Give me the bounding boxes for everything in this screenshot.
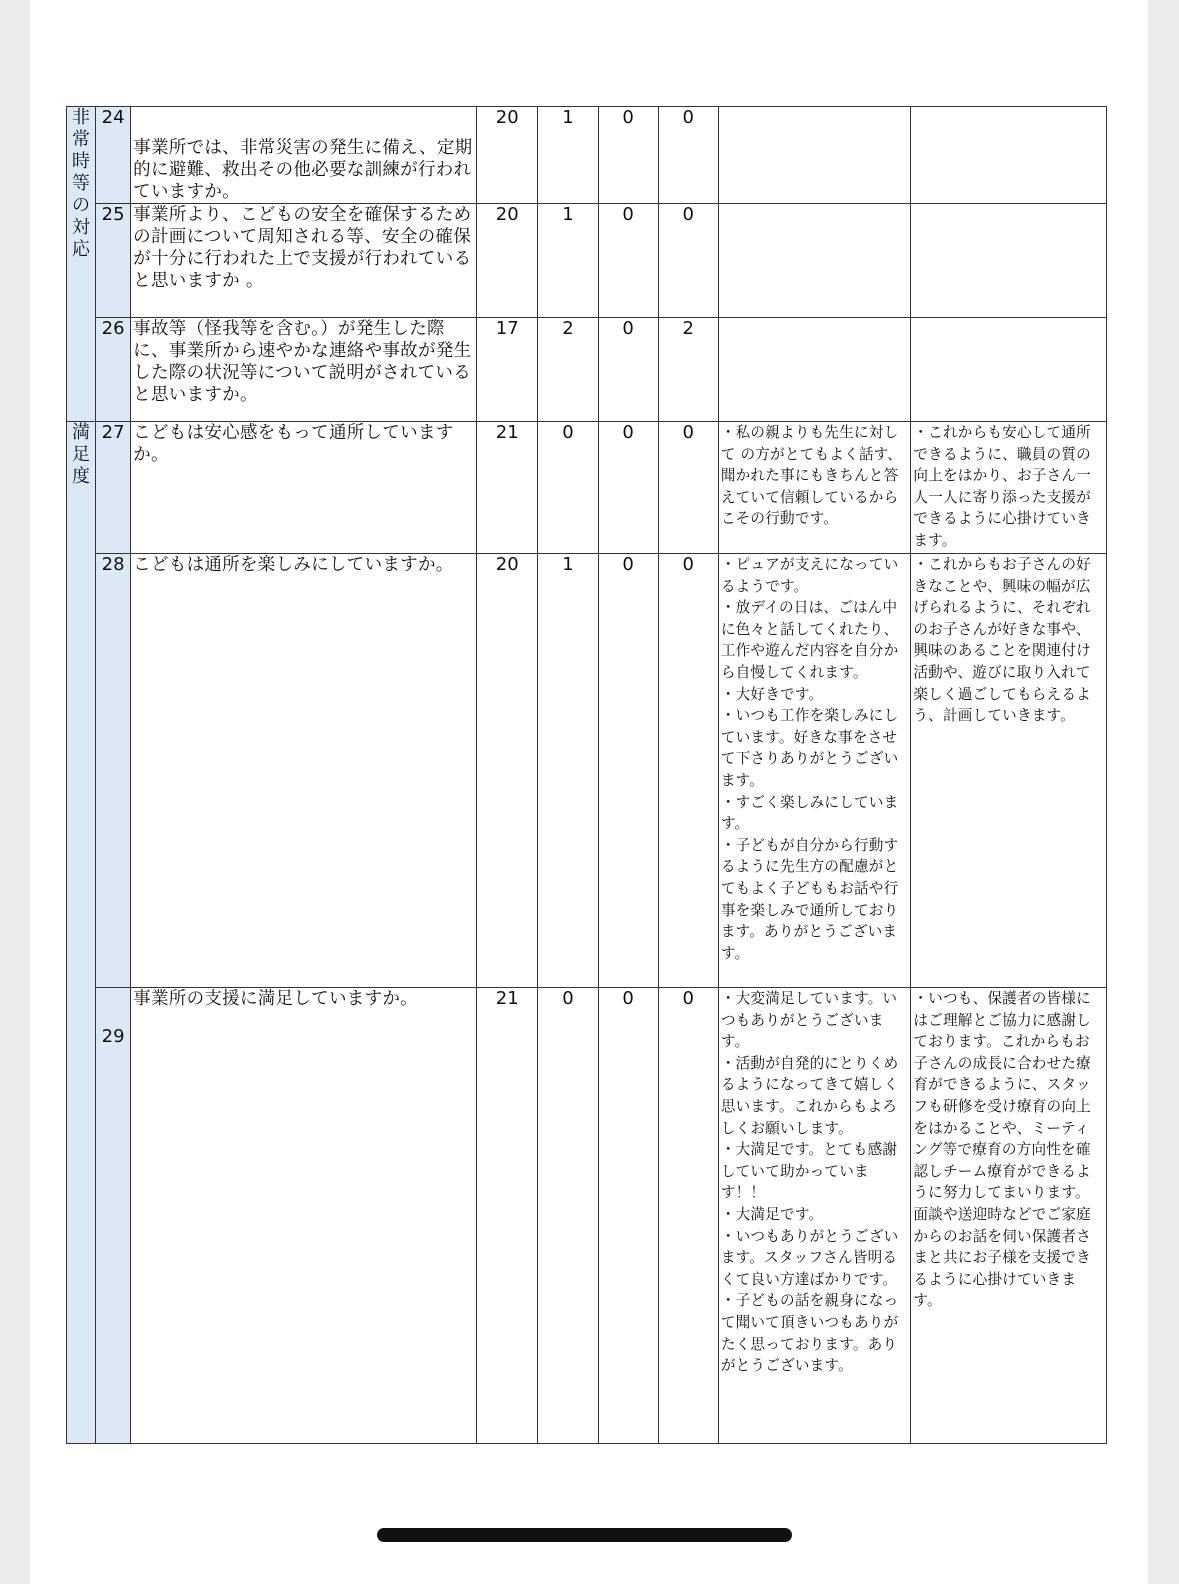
- count-yes: 17: [477, 318, 538, 422]
- item-number: 26: [96, 318, 131, 422]
- item-number: 27: [96, 422, 131, 554]
- count-unknown: 0: [658, 988, 718, 1444]
- item-number: 29: [96, 988, 131, 1444]
- facility-response: ・これからも安心して通所できるように、職員の質の向上をはかり、お子さん一人一人に寄り添った支援ができるように心掛けていきます。: [911, 422, 1107, 554]
- count-unknown: 0: [658, 107, 718, 204]
- parent-comment: ・大変満足しています。いつもありがとうございます。 ・活動が自発的にとりくめるようになってきて嬉しく思います。これからもよろしくお願いします。 ・大満足です。とても感謝していて助かっています！！ ・大満足です。 ・いつもありがとうございます。スタッフさん皆明るくて良い方達ばかりです。 ・子どもの話を親身になって聞いて頂きいつもありがたく思っております。ありがとうございます。: [718, 988, 911, 1444]
- count-yes: 21: [477, 988, 538, 1444]
- table-row: [67, 422, 1107, 554]
- parent-comment: [718, 318, 911, 422]
- parent-comment: [718, 204, 911, 318]
- count-no: 0: [598, 107, 658, 204]
- question-text: こどもは安心感をもって通所していますか。: [131, 422, 477, 554]
- question-text: 事業所より、こどもの安全を確保するための計画について周知される等、安全の確保が十分に行われた上で支援が行われていると思いますか 。: [131, 204, 477, 318]
- count-yes: 20: [477, 107, 538, 204]
- count-no: 0: [598, 422, 658, 554]
- count-somewhat: 1: [538, 554, 598, 988]
- count-somewhat: 2: [538, 318, 598, 422]
- parent-comment: [718, 107, 911, 204]
- item-number: 25: [96, 204, 131, 318]
- count-no: 0: [598, 204, 658, 318]
- table-row: [67, 107, 1107, 204]
- count-somewhat: 1: [538, 204, 598, 318]
- count-unknown: 2: [658, 318, 718, 422]
- home-indicator[interactable]: [377, 1528, 792, 1542]
- category-cell: [67, 107, 96, 422]
- category-label: 満足度: [72, 422, 91, 487]
- question-text: 事業所では、非常災害の発生に備え、定期的に避難、救出その他必要な訓練が行われていますか。: [131, 107, 477, 204]
- facility-response: [911, 107, 1107, 204]
- facility-response: ・いつも、保護者の皆様にはご理解とご協力に感謝しております。これからもお子さんの成長に合わせた療育ができるように、スタッフも研修を受け療育の向上をはかることや、ミーティング等で療育の方向性を確認しチーム療育ができるように努力してまいります。面談や送迎時などでご家庭からのお話を伺い保護者さまと共にお子様を支援できるように心掛けていきます。: [911, 988, 1107, 1444]
- table-row: [67, 988, 1107, 1444]
- parent-comment: ・ピュアが支えになっているようです。 ・放デイの日は、ごはん中に色々と話してくれたり、工作や遊んだ内容を自分から自慢してくれます。 ・大好きです。 ・いつも工作を楽しみにしています。好きな事をさせて下さりありがとうございます。 ・すごく楽しみにしています。 ・子どもが自分から行動するように先生方の配慮がとてもよく子どももお話や行事を楽しみで通所しております。ありがとうございます。: [718, 554, 911, 988]
- facility-response: [911, 204, 1107, 318]
- document-page: [30, 0, 1148, 1584]
- question-text: 事故等（怪我等を含む。）が発生した際に、事業所から速やかな連絡や事故が発生した際の状況等について説明がされていると思いますか。: [131, 318, 477, 422]
- count-no: 0: [598, 988, 658, 1444]
- table-row: [67, 204, 1107, 318]
- survey-table: [66, 106, 1107, 1444]
- item-number: 28: [96, 554, 131, 988]
- count-yes: 21: [477, 422, 538, 554]
- parent-comment: ・私の親よりも先生に対して の方がとてもよく話す、聞かれた事にもきちんと答えていて信頼しているからこその行動です。: [718, 422, 911, 554]
- count-unknown: 0: [658, 204, 718, 318]
- count-somewhat: 1: [538, 107, 598, 204]
- count-somewhat: 0: [538, 422, 598, 554]
- facility-response: [911, 318, 1107, 422]
- category-label: 非常時等の対応: [72, 107, 91, 260]
- category-cell: [67, 422, 96, 1444]
- table-row: [67, 318, 1107, 422]
- count-yes: 20: [477, 204, 538, 318]
- question-text: こどもは通所を楽しみにしていますか。: [131, 554, 477, 988]
- facility-response: ・これからもお子さんの好きなことや、興味の幅が広げられるように、それぞれのお子さんが好きな事や、興味のあることを関連付け活動や、遊びに取り入れて楽しく過ごしてもらえるよう、計画していきます。: [911, 554, 1107, 988]
- count-no: 0: [598, 318, 658, 422]
- count-yes: 20: [477, 554, 538, 988]
- count-unknown: 0: [658, 422, 718, 554]
- table-row: [67, 554, 1107, 988]
- question-text: 事業所の支援に満足していますか。: [131, 988, 477, 1444]
- count-somewhat: 0: [538, 988, 598, 1444]
- item-number: 24: [96, 107, 131, 204]
- count-no: 0: [598, 554, 658, 988]
- count-unknown: 0: [658, 554, 718, 988]
